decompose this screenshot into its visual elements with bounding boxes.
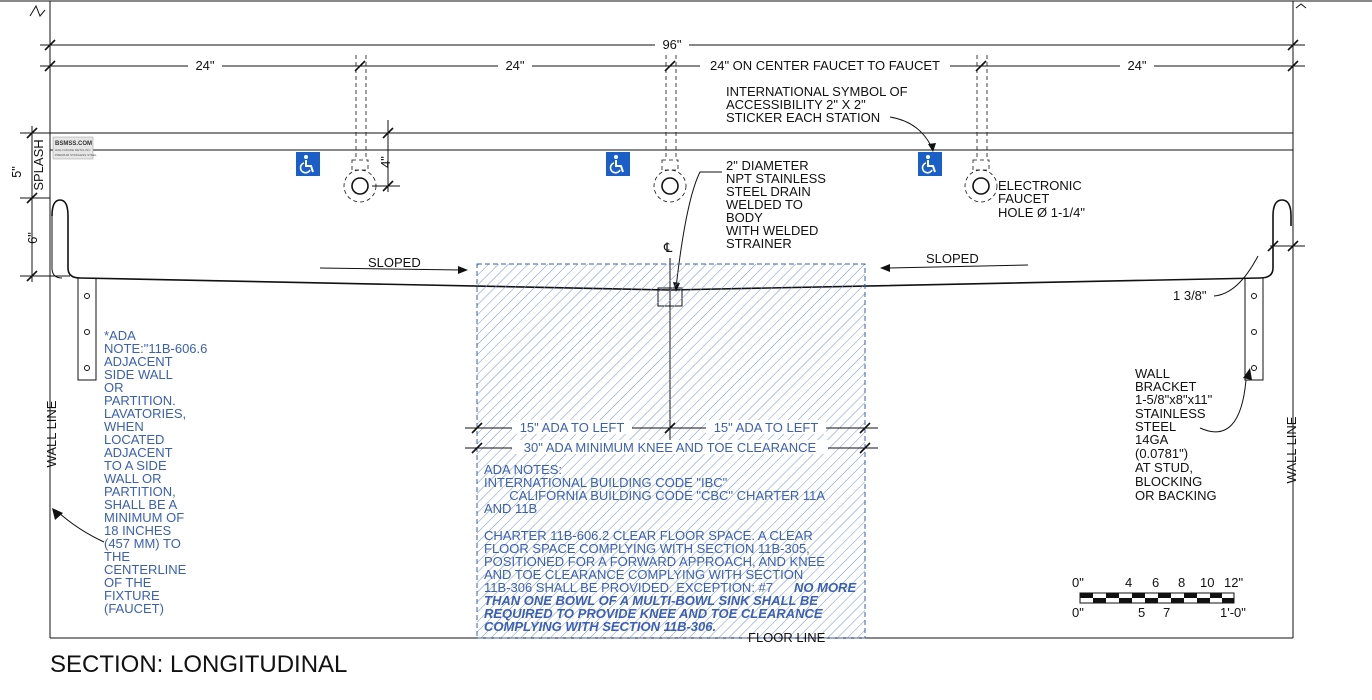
faucet-line-3: HOLE Ø 1-1/4" <box>998 205 1085 220</box>
ada-note-line-19: CENTERLINE <box>104 562 187 577</box>
ada-notes-emph-tail: NO MORE <box>794 580 857 595</box>
faucet-line-2: FAUCET <box>998 191 1050 206</box>
scale-top-8: 8 <box>1178 575 1186 590</box>
scale-bottom-1ft: 1'-0" <box>1220 605 1246 620</box>
ada-note-line-22: (FAUCET) <box>104 601 164 616</box>
ada-note-line-14: SHALL BE A <box>104 497 178 512</box>
drain-line-4: WELDED TO <box>726 197 803 212</box>
ada-notes-body-5: 11B-306 SHALL BE PROVIDED. EXCEPTION: #7 <box>484 580 774 595</box>
ada-note-line-5: OR <box>104 380 124 395</box>
dim-bay-mid: 24" <box>505 58 525 73</box>
bracket-line-2: BRACKET <box>1135 379 1197 394</box>
accessibility-line-3: STICKER EACH STATION <box>726 110 881 125</box>
ada-notes-emph-3: COMPLYING WITH SECTION 11B-306. <box>484 619 717 634</box>
ada-note-line-20: OF THE <box>104 575 152 590</box>
drain-offset-dim <box>372 120 400 192</box>
drain-line-1: 2" DIAMETER <box>726 158 809 173</box>
scale-bottom-5: 5 <box>1138 605 1146 620</box>
badge-line-3: PREMIUM STAINLESS STEEL <box>55 153 97 157</box>
bracket-line-1: WALL <box>1135 366 1170 381</box>
bracket-line-7: (0.0781") <box>1135 446 1189 461</box>
sloped-left-label: SLOPED <box>368 255 421 270</box>
bracket-line-6: 14GA <box>1135 432 1169 447</box>
floor-line-label: FLOOR LINE <box>748 630 826 645</box>
ada-note-line-21: FIXTURE <box>104 588 160 603</box>
ada-note-line-17: (457 MM) TO <box>104 536 181 551</box>
badge-line-1: BSMSS.COM <box>55 141 93 147</box>
scale-top-4: 4 <box>1125 575 1133 590</box>
ada-notes-body-3: POSITIONED FOR A FORWARD APPROACH, AND KNEE <box>484 554 825 569</box>
splash-lines <box>50 133 1293 150</box>
dim-bay-left: 24" <box>195 58 215 73</box>
scale-bottom-0: 0" <box>1072 605 1084 620</box>
bracket-line-8: AT STUD, <box>1135 460 1194 475</box>
ada-right-dim: 15" ADA TO LEFT <box>713 420 819 435</box>
bracket-line-4: STAINLESS <box>1135 406 1206 421</box>
ada-note-line-2: NOTE:"11B-606.6 <box>104 341 208 356</box>
accessibility-icon-3 <box>918 152 942 176</box>
ada-side-note <box>52 328 207 616</box>
sloped-right <box>880 251 1028 272</box>
ada-note-line-9: LOCATED <box>104 432 165 447</box>
ada-note-line-16: 18 INCHES <box>104 523 172 538</box>
dim-on-center: 24" ON CENTER FAUCET TO FAUCET <box>710 58 940 73</box>
faucet-station-2 <box>654 55 686 202</box>
scale-bar <box>1072 575 1246 620</box>
ada-note-line-8: WHEN <box>104 419 144 434</box>
accessibility-line-2: ACCESSIBILITY 2" X 2" <box>726 97 866 112</box>
drain-line-6: WITH WELDED <box>726 223 819 238</box>
wall-line-right: WALL LINE <box>1284 416 1299 484</box>
ada-notes-body-1: CHARTER 11B-606.2 CLEAR FLOOR SPACE. A CLEAR <box>484 528 813 543</box>
bracket-line-9: BLOCKING <box>1135 474 1203 489</box>
ada-notes-emph-1: THAN ONE BOWL OF A MULTI-BOWL SINK SHALL BE <box>484 593 818 608</box>
ada-notes-head-1: ADA NOTES: <box>484 462 563 477</box>
ada-note-line-1: *ADA <box>104 328 136 343</box>
rim-height: 6" <box>25 232 40 244</box>
drain-line-2: NPT STAINLESS <box>726 171 826 186</box>
drain-line-3: STEEL DRAIN <box>726 184 811 199</box>
ada-note-line-3: ADJACENT <box>104 354 173 369</box>
ada-note-line-12: WALL OR <box>104 471 162 486</box>
drain-offset-value: 4" <box>378 156 393 168</box>
bracket-offset-dim <box>1173 240 1305 303</box>
ada-notes-head-2: INTERNATIONAL BUILDING CODE "IBC" <box>484 475 728 490</box>
wall-line-left: WALL LINE <box>44 400 59 468</box>
faucet-callout <box>998 178 1085 220</box>
ada-note-line-11: TO A SIDE <box>104 458 167 473</box>
faucet-station-1 <box>344 55 376 202</box>
ada-notes-head-4: AND 11B <box>484 501 538 516</box>
scale-top-6: 6 <box>1152 575 1160 590</box>
manufacturer-badge <box>53 137 97 159</box>
sloped-left <box>320 255 468 274</box>
ada-notes-body-2: FLOOR SPACE COMPLYING WITH SECTION 11B-305, <box>484 541 810 556</box>
scale-top-0: 0" <box>1072 575 1084 590</box>
ada-notes <box>484 462 856 634</box>
centerline-symbol: ℄ <box>664 240 673 255</box>
badge-line-2: HIGH GRADE METAL INC <box>55 148 91 152</box>
ada-notes-body-4: AND TOE CLEARANCE COMPLYING WITH SECTION <box>484 567 804 582</box>
ada-note-line-7: LAVATORIES, <box>104 406 187 421</box>
ada-notes-emph-2: REQUIRED TO PROVIDE KNEE AND TOE CLEARANCE <box>484 606 823 621</box>
ada-note-line-13: PARTITION, <box>104 484 176 499</box>
ada-note-line-15: MINIMUM OF <box>104 510 185 525</box>
ada-knee-dim: 30" ADA MINIMUM KNEE AND TOE CLEARANCE <box>523 440 817 455</box>
scale-top-12: 12" <box>1224 575 1244 590</box>
wall-bracket-right <box>1245 278 1263 380</box>
wall-bracket-left <box>78 278 96 380</box>
splash-label: SPLASH <box>31 139 46 191</box>
ada-note-line-4: SIDE WALL <box>104 367 173 382</box>
sloped-right-label: SLOPED <box>926 251 979 266</box>
bay-dimensions <box>40 58 1305 73</box>
bracket-line-10: OR BACKING <box>1135 488 1217 503</box>
ada-note-line-18: THE <box>104 549 130 564</box>
bracket-callout <box>1135 366 1252 503</box>
faucet-line-1: ELECTRONIC <box>998 178 1082 193</box>
splash-value: 5" <box>9 166 24 178</box>
bracket-line-3: 1-5/8"x8"x11" <box>1135 392 1213 407</box>
ada-left-dim: 15" ADA TO LEFT <box>519 420 625 435</box>
bracket-line-5: STEEL <box>1135 419 1177 434</box>
drain-line-7: STRAINER <box>726 236 792 251</box>
ada-note-line-10: ADJACENT <box>104 445 173 460</box>
bracket-offset-value: 1 3/8" <box>1173 288 1207 303</box>
ada-notes-head-3: CALIFORNIA BUILDING CODE "CBC" CHARTER 11A <box>484 488 826 503</box>
dim-overall: 96" <box>662 37 682 52</box>
faucet-station-3 <box>965 55 997 202</box>
accessibility-line-1: INTERNATIONAL SYMBOL OF <box>726 84 908 99</box>
ada-note-line-6: PARTITION. <box>104 393 176 408</box>
drain-line-5: BODY <box>726 210 763 225</box>
scale-bottom-7: 7 <box>1163 605 1171 620</box>
accessibility-icon-1 <box>296 152 320 176</box>
overall-dimension <box>40 37 1305 52</box>
drawing-title: SECTION: LONGITUDINAL <box>50 651 348 678</box>
scale-top-10: 10 <box>1200 575 1215 590</box>
accessibility-callout <box>726 84 936 152</box>
dim-bay-right: 24" <box>1127 58 1147 73</box>
accessibility-icon-2 <box>606 152 630 176</box>
